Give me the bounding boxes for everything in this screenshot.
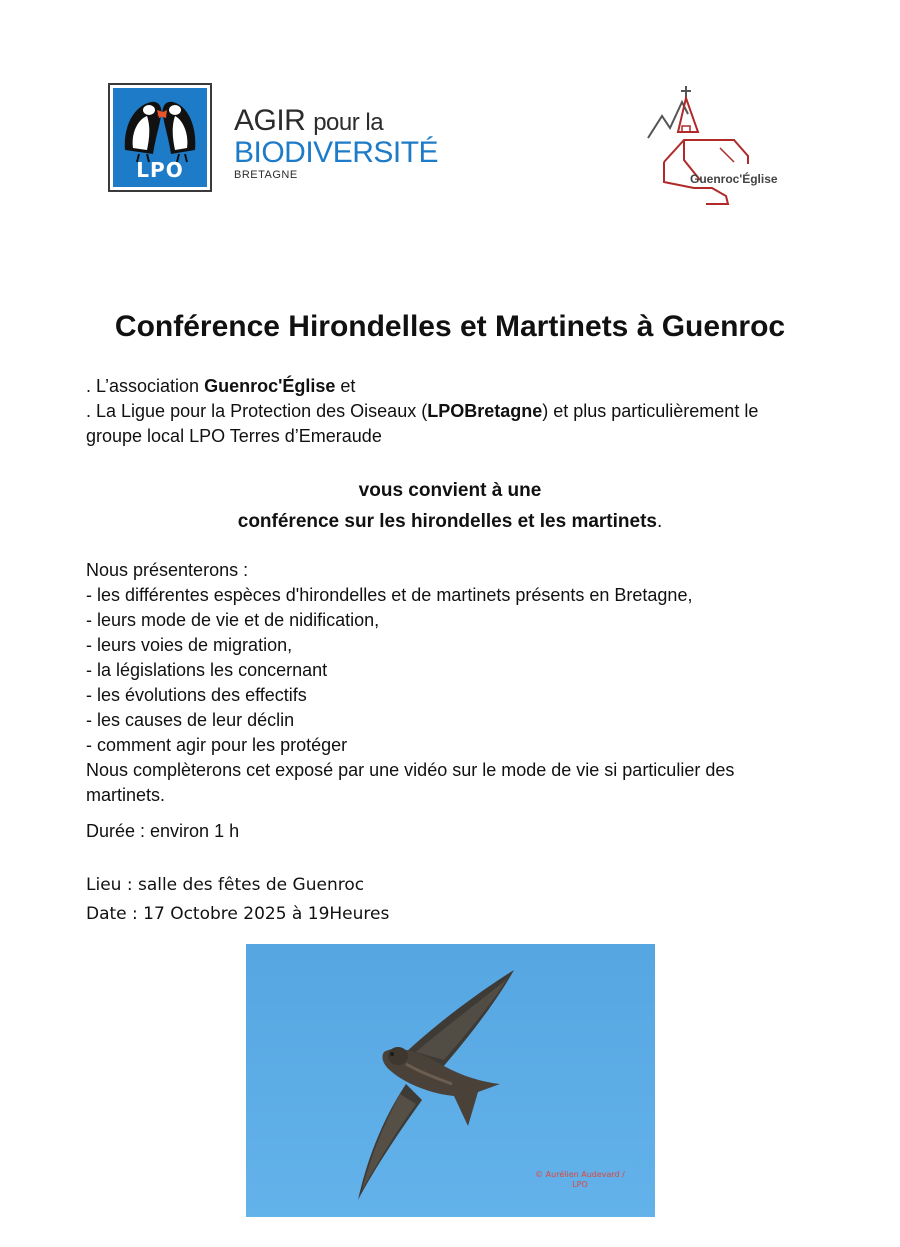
intro-line-2: . La Ligue pour la Protection des Oiseaux (LPOBretagne) et plus particulièrement le groupe local LPO Terres d’Emeraude [86,401,759,446]
photo-credit: © Aurélien Audevard / LPO [535,1170,625,1189]
invitation-line-1: vous convient à une [358,480,542,501]
date-text: Date : 17 Octobre 2025 à 19Heures [86,904,390,924]
intro-line-1: . L’association Guenroc'Église et [86,376,356,396]
duration-text: Durée : environ 1 h [86,821,240,841]
church-icon [644,84,804,208]
presentation-closing: Nous complèterons cet exposé par une vidéo sur le mode de vie si particulier des martinets. [86,760,735,805]
presentation-block [86,558,816,808]
swift-photo [246,944,655,1217]
guenroc-eglise-name: Guenroc'Église [204,376,336,396]
lpo-logo [108,83,212,192]
list-item: - comment agir pour les protéger [86,735,348,755]
list-item: - les causes de leur déclin [86,710,295,730]
intro-paragraph [86,374,816,449]
agir-word: AGIR [234,104,306,137]
agir-biodiversite-logo [234,106,438,181]
list-item: - les différentes espèces d'hirondelles et de martinets présents en Bretagne, [86,585,693,605]
presentation-heading: Nous présenterons : [86,560,249,580]
list-item: - la législations les concernant [86,660,328,680]
list-item: - les évolutions des effectifs [86,685,307,705]
list-item: - leurs voies de migration, [86,635,293,655]
lpo-logo-text: LPO [136,158,184,182]
guenroc-logo-text: Guenroc'Église [690,172,778,186]
location-text: Lieu : salle des fêtes de Guenroc [86,875,365,895]
bretagne-text: BRETAGNE [234,169,298,181]
biodiversite-text: BIODIVERSITÉ [234,136,439,169]
guenroc-eglise-logo [644,84,804,208]
list-item: - leurs mode de vie et de nidification, [86,610,380,630]
location-date-block [86,871,816,929]
invitation-line-2: conférence sur les hirondelles et les martinets. [237,511,663,532]
invitation-block [0,475,900,537]
lpo-bretagne-name: LPOBretagne [427,401,543,421]
page-title: Conférence Hirondelles et Martinets à Guenroc [114,310,786,343]
pour-la-text: pour la [313,109,384,136]
